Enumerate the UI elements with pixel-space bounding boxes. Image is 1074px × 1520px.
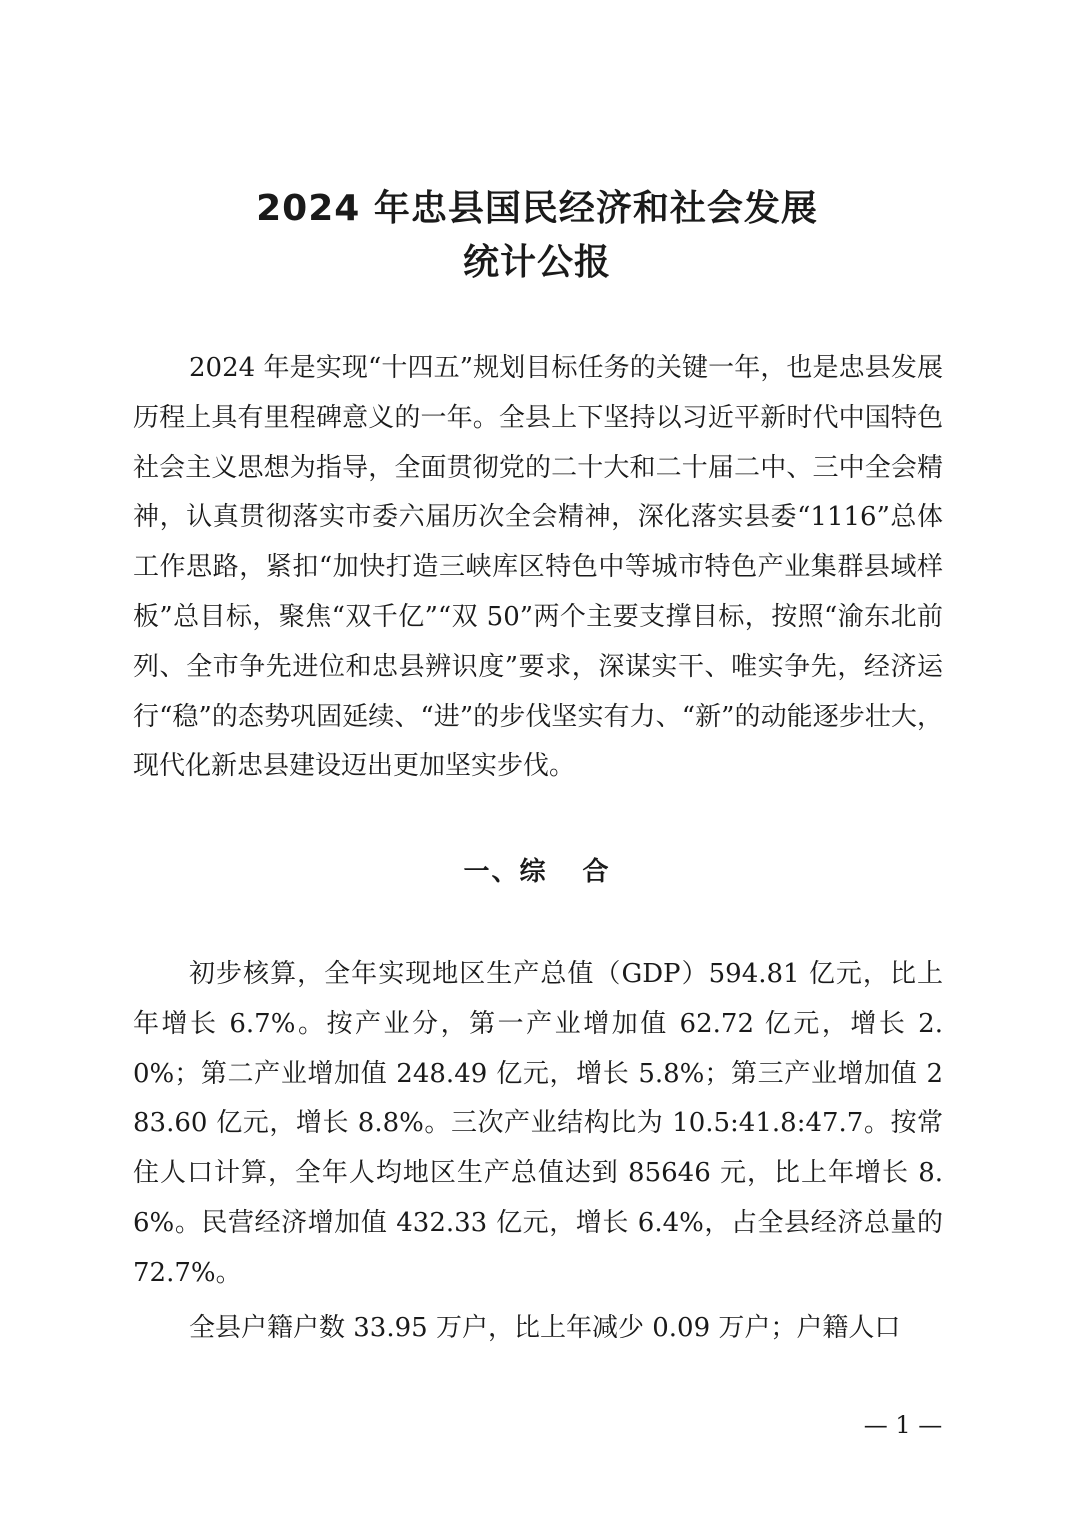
document-title-line-1: 2024 年忠县国民经济和社会发展: [256, 188, 818, 229]
intro-paragraph: 2024 年是实现“十四五”规划目标任务的关键一年，也是忠县发展历程上具有里程碑意义的一年。全县上下坚持以习近平新时代中国特色社会主义思想为指导，全面贯彻党的二十大和二十届二中、三中全会精神，认真贯彻落实市委六届历次全会精神，深化落实县委“1116”总体工作思路，紧扣“加快打造三峡库区特色中等城市特色产业集群县域样板”总目标，聚焦“双千亿”“双 50”两个主要支撑目标，按照“渝东北前列、全市争先进位和忠县辨识度”要求，深谋实干、唯实争先，经济运行“稳”的态势巩固延续、“进”的步伐坚实有力、“新”的动能逐步壮大，现代化新忠县建设迈出更加坚实步伐。: [133, 353, 943, 782]
document-title-line-2: 统计公报: [462, 242, 611, 283]
section-heading: 一、综 合: [463, 857, 611, 887]
page-number: — 1 —: [863, 1411, 943, 1439]
gdp-paragraph: 初步核算，全年实现地区生产总值（GDP）594.81 亿元，比上年增长 6.7%。按产业分，第一产业增加值 62.72 亿元，增长 2.0%；第二产业增加值 248.49 亿元，增长 5.8%；第三产业增加值 283.60 亿元，增长 8.8%。三次产业结构比为 10.5:41.8:47.7。按常住人口计算，全年人均地区生产总值达到 85646 元，比上年增长 8.6%。民营经济增加值 432.33 亿元，增长 6.4%，占全县经济总量的 72.7%。: [133, 959, 943, 1288]
population-paragraph: 全县户籍户数 33.95 万户，比上年减少 0.09 万户；户籍人口: [189, 1313, 901, 1343]
